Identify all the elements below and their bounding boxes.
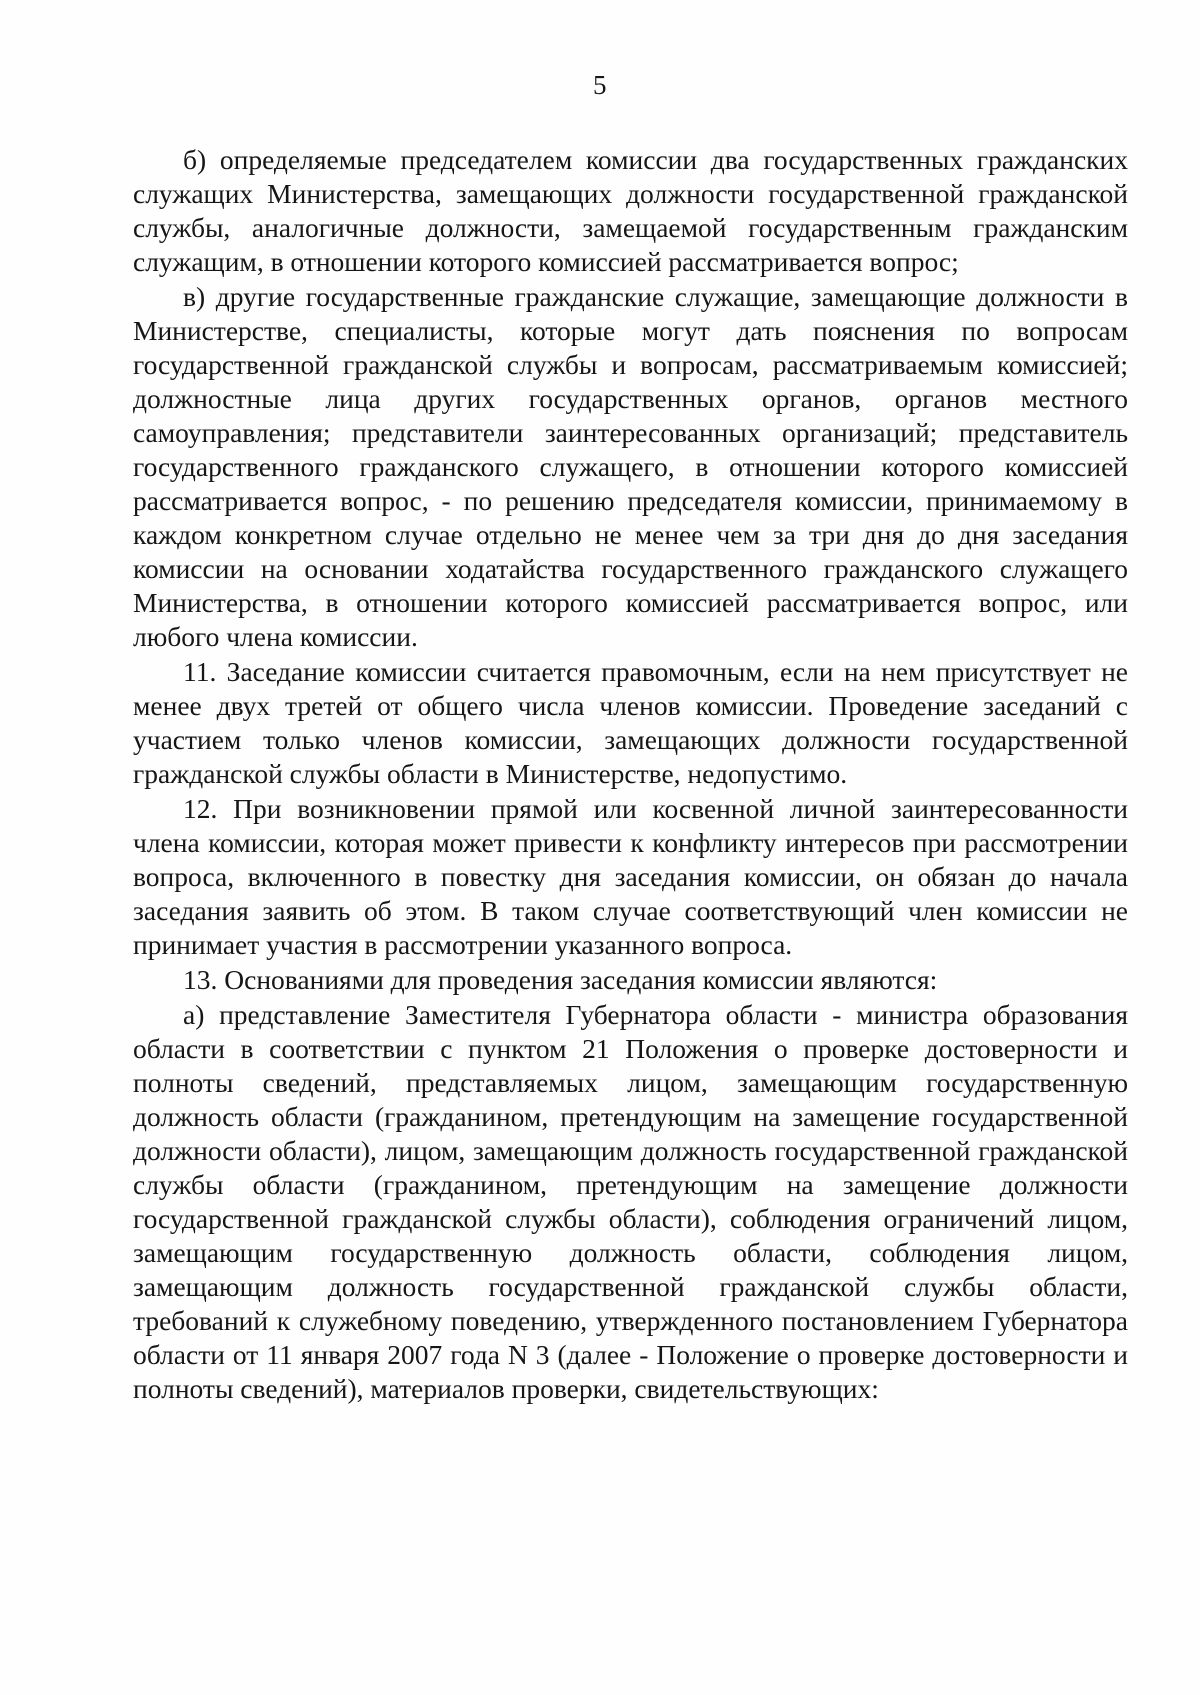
paragraph-v-other-participants: в) другие государственные гражданские служащие, замещающие должности в Министерстве, специалисты, которые могут дать пояснения по вопросам государственной гражданской службы и вопросам, рассматриваемым комиссией; должностные лица других государственных органов, органов местного самоуправления; представители заинтересованных организаций; представитель государственного гражданского служащего, в отношении которого комиссией рассматривается вопрос, - по решению председателя комиссии, принимаемому в каждом конкретном случае отдельно не менее чем за три дня до дня заседания комиссии на основании ходатайства государственного гражданского служащего Министерства, в отношении которого комиссией рассматривается вопрос, или любого члена комиссии. — [133, 281, 1128, 652]
paragraph-13-grounds: 13. Основаниями для проведения заседания комиссии являются: — [183, 964, 938, 995]
paragraph-b-commission-civil-servants: б) определяемые председателем комиссии два государственных гражданских служащих Министерства, замещающих должности государственной гражданской службы, аналогичные должности, замещаемой государственным гражданским служащим, в отношении которого комиссией рассматривается вопрос; — [133, 144, 1128, 277]
paragraph-a-submission: а) представление Заместителя Губернатора области - министра образования области в соответствии с пунктом 21 Положения о проверке достоверности и полноты сведений, представляемых лицом, замещающим государственную должность области (гражданином, претендующим на замещение государственной должности области), лицом, замещающим должность государственной гражданской службы области (гражданином, претендующим на замещение должности государственной гражданской службы области), соблюдения ограничений лицом, замещающим государственную должность области, соблюдения лицом, замещающим должность государственной гражданской службы области, требований к служебному поведению, утвержденного постановлением Губернатора области от 11 января 2007 года N 3 (далее - Положение о проверке достоверности и полноты сведений), материалов проверки, свидетельствующих: — [133, 999, 1128, 1404]
paragraph-12-conflict-of-interest: 12. При возникновении прямой или косвенной личной заинтересованности члена комиссии, которая может привести к конфликту интересов при рассмотрении вопроса, включенного в повестку дня заседания комиссии, он обязан до начала заседания заявить об этом. В таком случае соответствующий член комиссии не принимает участия в рассмотрении указанного вопроса. — [133, 793, 1128, 960]
page-number: 5 — [593, 70, 607, 100]
document-body — [133, 143, 1128, 1407]
paragraph-11-quorum: 11. Заседание комиссии считается правомочным, если на нем присутствует не менее двух третей от общего числа членов комиссии. Проведение заседаний с участием только членов комиссии, замещающих должности государственной гражданской службы области в Министерстве, недопустимо. — [133, 656, 1128, 789]
